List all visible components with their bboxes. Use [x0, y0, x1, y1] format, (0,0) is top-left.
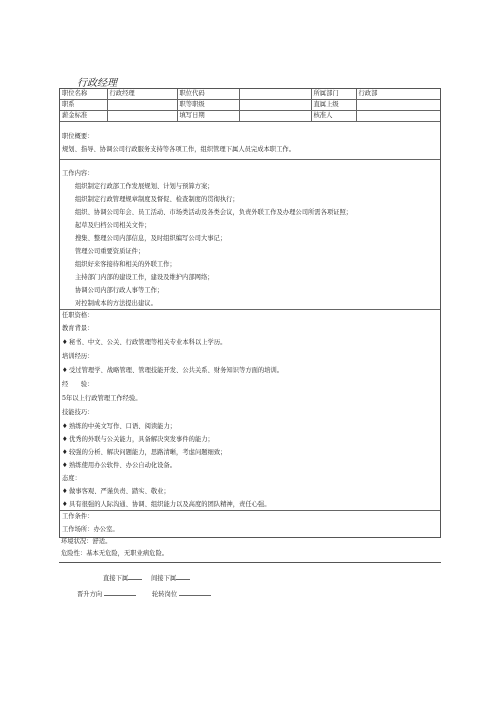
duty-item: 组织、协调公司年会、员工活动、市场类活动及各类会议，负责外联工作及办理公司所需各项证照； [75, 209, 353, 216]
promotion-path-input[interactable] [104, 589, 136, 596]
label-department: 所属部门 [311, 89, 356, 100]
value-fill-date [239, 111, 311, 122]
label-salary: 薪金标准 [60, 111, 107, 122]
experience-heading: 经 验： [62, 381, 94, 388]
value-salary [107, 111, 177, 122]
skill-text: 熟练使用办公软件、办公自动化设备。 [69, 462, 177, 469]
conditions-danger: 危险性：基本无危险，无职业病危险。 [61, 550, 169, 557]
attitude-item [62, 487, 170, 496]
overview-heading: 职位概要： [62, 133, 94, 140]
attitude-item [62, 500, 271, 509]
skills-heading: 技能技巧： [62, 409, 94, 416]
value-approver [356, 111, 440, 122]
value-grade [239, 100, 311, 111]
bullet-icon: ♦ [62, 501, 68, 508]
duty-item: 组织制定行政部工作发展规划、计划与预算方案； [75, 183, 214, 190]
value-position-name: 行政经理 [107, 89, 177, 100]
blank-field [128, 573, 142, 580]
bullet-icon: ♦ [62, 449, 68, 456]
skill-item [62, 422, 176, 431]
label-approver: 核准人 [311, 111, 356, 122]
duty-item: 起草及归档公司相关文件； [75, 222, 151, 229]
rotation-positions-label: 轮转岗位 [152, 591, 178, 598]
experience-text: 5年以上行政管理工作经验。 [62, 395, 142, 402]
bullet-icon: ♦ [62, 462, 68, 469]
header-row [60, 89, 440, 100]
duty-item: 主持部门内部的建设工作，建设及维护内部网络； [75, 274, 214, 281]
bullet-icon: ♦ [62, 423, 68, 430]
duties-heading: 工作内容： [62, 170, 94, 177]
conditions-heading: 工作条件： [62, 513, 94, 520]
education-heading: 教育背景： [62, 325, 94, 332]
label-supervisor: 直属上级 [311, 100, 356, 111]
duty-item: 组织制定行政管理规章制度及督促、检查制度的贯彻执行； [75, 196, 239, 203]
header-row [60, 111, 440, 122]
direct-subordinates [103, 573, 142, 582]
page-title: 行政经理 [77, 78, 117, 89]
attitude-heading: 态度： [62, 475, 81, 482]
rotation-positions-input[interactable] [179, 589, 211, 596]
duty-item: 组织好来客接待和相关的外联工作； [75, 261, 176, 268]
conditions-place: 工作场所：办公室。 [62, 526, 119, 533]
indirect-subordinates [151, 573, 190, 582]
bullet-icon: ♦ [62, 488, 68, 495]
label-grade: 职等职级 [177, 100, 239, 111]
label-job-family: 职系 [60, 100, 107, 111]
header-table [60, 89, 440, 122]
skill-text: 熟练的中英文写作、口语、阅读能力； [69, 423, 177, 430]
rotation-positions [152, 589, 211, 598]
blank-field [176, 573, 190, 580]
duty-item: 对控制成本的方法提出建议。 [75, 300, 157, 307]
header-row [60, 100, 440, 111]
label-fill-date: 填写日期 [177, 111, 239, 122]
label-position-name: 职位名称 [60, 89, 107, 100]
skill-item [62, 435, 214, 444]
label-position-code: 职位代码 [177, 89, 239, 100]
bullet-icon: ♦ [62, 339, 68, 346]
duty-item: 搜集、整理公司内部信息，及时组织编写公司大事记； [75, 235, 227, 242]
attitude-text: 做事客观、严谨负责、踏实、敬业； [69, 488, 170, 495]
overview-text: 规划、指导、协调公司行政服务支持等各项工作，组织管理下属人员完成本职工作。 [62, 146, 295, 153]
training-heading: 培训经历： [62, 353, 94, 360]
divider [59, 562, 441, 563]
promotion-path [77, 589, 136, 598]
training-text: 受过管理学、战略管理、管理技能开发、公共关系、财务知识等方面的培训。 [69, 367, 284, 374]
education-text: 秘书、中文、公关、行政管理等相关专业本科以上学历。 [69, 339, 227, 346]
skill-item [62, 461, 176, 470]
divider [60, 309, 440, 310]
qualifications-heading: 任职资格： [62, 312, 94, 319]
value-department: 行政部 [356, 89, 440, 100]
attitude-text: 具有很强的人际沟通、协调、组织能力以及高度的团队精神，责任心强。 [69, 501, 271, 508]
skill-text: 较强的分析、解决问题能力，思路清晰，考虑问题细致； [69, 449, 227, 456]
value-position-code [239, 89, 311, 100]
duty-item: 协调公司内部行政人事等工作； [75, 287, 164, 294]
conditions-environment: 环境状况：舒适。 [61, 538, 112, 545]
skill-item [62, 448, 226, 457]
indirect-subordinates-label: 间接下属 [151, 575, 177, 582]
divider [60, 159, 440, 160]
skill-text: 优秀的外联与公关能力，具备解决突发事件的能力； [69, 436, 214, 443]
direct-subordinates-label: 直接下属 [103, 575, 129, 582]
promotion-path-label: 晋升方向 [77, 591, 103, 598]
job-description-form [59, 88, 441, 538]
divider [60, 510, 440, 511]
bullet-icon: ♦ [62, 367, 68, 374]
value-supervisor [356, 100, 440, 111]
bullet-icon: ♦ [62, 436, 68, 443]
value-job-family [107, 100, 177, 111]
duty-item: 管理公司重要资质证件； [75, 248, 145, 255]
training-item [62, 366, 283, 375]
education-item [62, 338, 226, 347]
